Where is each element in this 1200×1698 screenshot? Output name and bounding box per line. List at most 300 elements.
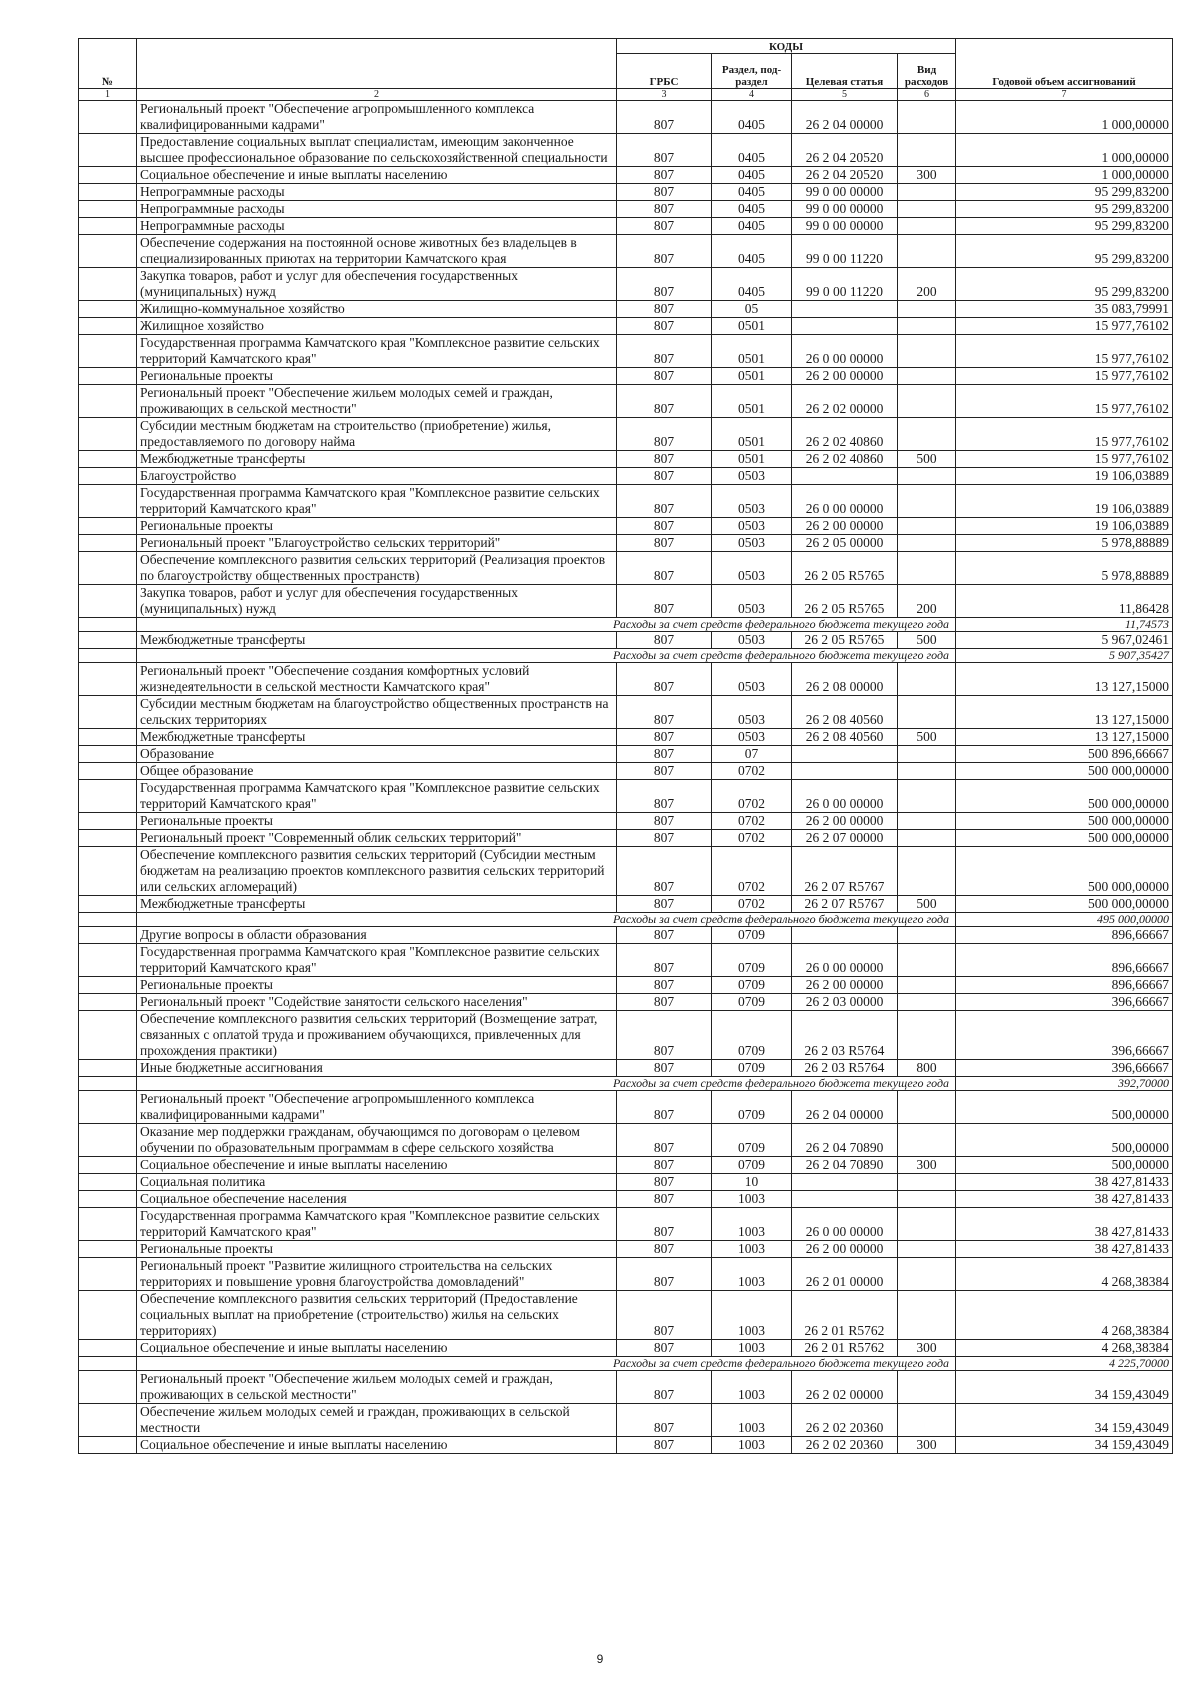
table-row — [79, 184, 1173, 201]
row-section: 0503 — [712, 518, 792, 535]
row-grbs: 807 — [617, 368, 712, 385]
row-name: Обеспечение комплексного развития сельских территорий (Предоставление социальных выплат на приобретение (строительство) жилья на сельских территориях) — [137, 1291, 617, 1340]
row-type — [898, 301, 956, 318]
row-number-cell — [79, 134, 137, 167]
row-target: 26 0 00 00000 — [792, 485, 898, 518]
row-name: Закупка товаров, работ и услуг для обеспечения государственных (муниципальных) нужд — [137, 268, 617, 301]
row-number-cell — [79, 167, 137, 184]
table-row — [79, 763, 1173, 780]
row-name: Закупка товаров, работ и услуг для обеспечения государственных (муниципальных) нужд — [137, 585, 617, 618]
row-section: 0702 — [712, 763, 792, 780]
row-target: 26 2 04 20520 — [792, 167, 898, 184]
table-row — [79, 977, 1173, 994]
row-amount: 5 907,35427 — [956, 649, 1173, 663]
table-row — [79, 368, 1173, 385]
table-row — [79, 1011, 1173, 1060]
row-grbs: 807 — [617, 301, 712, 318]
row-section: 1003 — [712, 1437, 792, 1454]
row-target: 26 2 02 40860 — [792, 418, 898, 451]
row-type — [898, 485, 956, 518]
table-row — [79, 418, 1173, 451]
col-number: 5 — [792, 89, 898, 101]
row-number-cell — [79, 585, 137, 618]
row-amount: 95 299,83200 — [956, 201, 1173, 218]
row-type — [898, 994, 956, 1011]
row-number-cell — [79, 1371, 137, 1404]
row-target: 99 0 00 11220 — [792, 268, 898, 301]
row-section: 0501 — [712, 318, 792, 335]
row-type — [898, 552, 956, 585]
row-number-cell — [79, 1357, 137, 1371]
row-section: 0503 — [712, 696, 792, 729]
header-amount: Годовой объем ассигнований — [956, 39, 1173, 89]
row-target — [792, 927, 898, 944]
row-name: Государственная программа Камчатского края "Комплексное развитие сельских территорий Камчатского края" — [137, 780, 617, 813]
row-name: Непрограммные расходы — [137, 184, 617, 201]
row-target: 26 2 00 00000 — [792, 1241, 898, 1258]
row-amount: 1 000,00000 — [956, 101, 1173, 134]
table-row — [79, 1208, 1173, 1241]
row-amount: 34 159,43049 — [956, 1404, 1173, 1437]
row-target: 26 2 01 R5762 — [792, 1340, 898, 1357]
row-name: Региональный проект "Обеспечение агропромышленного комплекса квалифицированными кадрами" — [137, 101, 617, 134]
row-amount: 4 225,70000 — [956, 1357, 1173, 1371]
table-row — [79, 301, 1173, 318]
row-type — [898, 830, 956, 847]
table-row — [79, 847, 1173, 896]
federal-note: Расходы за счет средств федерального бюджета текущего года — [137, 649, 956, 663]
row-amount: 896,66667 — [956, 927, 1173, 944]
row-section: 07 — [712, 746, 792, 763]
row-grbs: 807 — [617, 418, 712, 451]
row-number-cell — [79, 847, 137, 896]
table-row — [79, 944, 1173, 977]
row-name: Межбюджетные трансферты — [137, 729, 617, 746]
table-row — [79, 1241, 1173, 1258]
row-grbs: 807 — [617, 552, 712, 585]
row-grbs: 807 — [617, 1124, 712, 1157]
row-number-cell — [79, 729, 137, 746]
row-target: 26 2 02 20360 — [792, 1404, 898, 1437]
row-amount: 495 000,00000 — [956, 913, 1173, 927]
row-number-cell — [79, 696, 137, 729]
row-number-cell — [79, 552, 137, 585]
row-number-cell — [79, 101, 137, 134]
federal-budget-row — [79, 1077, 1173, 1091]
row-section: 0503 — [712, 663, 792, 696]
row-number-cell — [79, 518, 137, 535]
row-name: Образование — [137, 746, 617, 763]
row-name: Другие вопросы в области образования — [137, 927, 617, 944]
col-number: 2 — [137, 89, 617, 101]
row-amount: 500 000,00000 — [956, 847, 1173, 896]
col-number: 3 — [617, 89, 712, 101]
table-row — [79, 1371, 1173, 1404]
row-amount: 19 106,03889 — [956, 518, 1173, 535]
row-section: 1003 — [712, 1241, 792, 1258]
row-name: Общее образование — [137, 763, 617, 780]
row-type — [898, 780, 956, 813]
row-name: Социальное обеспечение и иные выплаты населению — [137, 167, 617, 184]
row-section: 1003 — [712, 1404, 792, 1437]
table-row — [79, 1340, 1173, 1357]
row-target: 26 2 02 00000 — [792, 385, 898, 418]
row-section: 0709 — [712, 1011, 792, 1060]
row-target: 26 2 04 00000 — [792, 101, 898, 134]
budget-page — [78, 38, 1172, 1454]
row-grbs: 807 — [617, 927, 712, 944]
row-type — [898, 1371, 956, 1404]
header-num: № — [79, 39, 137, 89]
table-row — [79, 1157, 1173, 1174]
budget-rows — [79, 101, 1173, 1454]
table-row — [79, 451, 1173, 468]
row-type — [898, 134, 956, 167]
table-row — [79, 746, 1173, 763]
row-target: 26 2 04 20520 — [792, 134, 898, 167]
row-grbs: 807 — [617, 268, 712, 301]
row-grbs: 807 — [617, 663, 712, 696]
row-amount: 15 977,76102 — [956, 385, 1173, 418]
table-row — [79, 813, 1173, 830]
row-number-cell — [79, 1124, 137, 1157]
row-grbs: 807 — [617, 847, 712, 896]
row-name: Непрограммные расходы — [137, 218, 617, 235]
row-name: Региональный проект "Благоустройство сельских территорий" — [137, 535, 617, 552]
row-type: 300 — [898, 1437, 956, 1454]
table-row — [79, 1437, 1173, 1454]
row-section: 0709 — [712, 944, 792, 977]
row-number-cell — [79, 268, 137, 301]
row-section: 0405 — [712, 167, 792, 184]
table-row — [79, 696, 1173, 729]
row-target: 99 0 00 00000 — [792, 218, 898, 235]
row-amount: 392,70000 — [956, 1077, 1173, 1091]
row-name: Региональные проекты — [137, 368, 617, 385]
row-grbs: 807 — [617, 585, 712, 618]
row-name: Межбюджетные трансферты — [137, 632, 617, 649]
row-target: 26 2 04 70890 — [792, 1124, 898, 1157]
row-section: 0501 — [712, 451, 792, 468]
row-amount: 95 299,83200 — [956, 184, 1173, 201]
row-name: Обеспечение содержания на постоянной основе животных без владельцев в специализированных приютах на территории Камчатского края — [137, 235, 617, 268]
row-grbs: 807 — [617, 167, 712, 184]
row-type: 500 — [898, 451, 956, 468]
row-type — [898, 944, 956, 977]
row-section: 0709 — [712, 977, 792, 994]
row-section: 0709 — [712, 1091, 792, 1124]
row-type: 200 — [898, 268, 956, 301]
row-section: 0503 — [712, 485, 792, 518]
table-row — [79, 1060, 1173, 1077]
row-target — [792, 763, 898, 780]
row-name: Социальное обеспечение и иные выплаты населению — [137, 1157, 617, 1174]
row-name: Субсидии местным бюджетам на благоустройство общественных пространств на сельских территориях — [137, 696, 617, 729]
row-type — [898, 235, 956, 268]
row-type — [898, 201, 956, 218]
row-name: Социальное обеспечение и иные выплаты населению — [137, 1340, 617, 1357]
row-grbs: 807 — [617, 451, 712, 468]
row-amount: 38 427,81433 — [956, 1241, 1173, 1258]
row-amount: 4 268,38384 — [956, 1340, 1173, 1357]
row-target: 26 2 01 R5762 — [792, 1291, 898, 1340]
row-amount: 500 000,00000 — [956, 830, 1173, 847]
row-amount: 11,86428 — [956, 585, 1173, 618]
row-grbs: 807 — [617, 318, 712, 335]
row-type — [898, 184, 956, 201]
row-name: Государственная программа Камчатского края "Комплексное развитие сельских территорий Камчатского края" — [137, 944, 617, 977]
row-section: 0503 — [712, 729, 792, 746]
row-type — [898, 1124, 956, 1157]
row-type — [898, 418, 956, 451]
row-name: Обеспечение комплексного развития сельских территорий (Реализация проектов по благоустройству общественных пространств) — [137, 552, 617, 585]
row-amount: 5 978,88889 — [956, 552, 1173, 585]
row-section: 0405 — [712, 268, 792, 301]
table-row — [79, 1404, 1173, 1437]
row-amount: 500 000,00000 — [956, 763, 1173, 780]
row-number-cell — [79, 632, 137, 649]
row-target: 26 2 04 70890 — [792, 1157, 898, 1174]
table-row — [79, 201, 1173, 218]
federal-budget-row — [79, 913, 1173, 927]
row-grbs: 807 — [617, 994, 712, 1011]
row-name: Оказание мер поддержки гражданам, обучающимся по договорам о целевом обучении по образовательным программам в сфере сельского хозяйства — [137, 1124, 617, 1157]
row-number-cell — [79, 451, 137, 468]
table-row — [79, 468, 1173, 485]
row-section: 0702 — [712, 847, 792, 896]
row-number-cell — [79, 201, 137, 218]
row-type — [898, 1258, 956, 1291]
table-row — [79, 385, 1173, 418]
row-name: Государственная программа Камчатского края "Комплексное развитие сельских территорий Камчатского края" — [137, 485, 617, 518]
row-type — [898, 927, 956, 944]
row-name: Жилищное хозяйство — [137, 318, 617, 335]
row-section: 0709 — [712, 927, 792, 944]
row-type — [898, 368, 956, 385]
row-amount: 500,00000 — [956, 1091, 1173, 1124]
row-number-cell — [79, 418, 137, 451]
row-grbs: 807 — [617, 1404, 712, 1437]
row-amount: 500 896,66667 — [956, 746, 1173, 763]
row-number-cell — [79, 1077, 137, 1091]
table-row — [79, 535, 1173, 552]
row-grbs: 807 — [617, 1291, 712, 1340]
row-grbs: 807 — [617, 535, 712, 552]
row-amount: 500 000,00000 — [956, 780, 1173, 813]
row-section: 0501 — [712, 385, 792, 418]
row-grbs: 807 — [617, 1208, 712, 1241]
row-number-cell — [79, 1060, 137, 1077]
row-name: Обеспечение жильем молодых семей и граждан, проживающих в сельской местности — [137, 1404, 617, 1437]
federal-budget-row — [79, 1357, 1173, 1371]
row-grbs: 807 — [617, 1371, 712, 1404]
federal-note: Расходы за счет средств федерального бюджета текущего года — [137, 1357, 956, 1371]
row-name: Региональный проект "Обеспечение создания комфортных условий жизнедеятельности в сельской местности Камчатского края" — [137, 663, 617, 696]
row-type — [898, 663, 956, 696]
row-section: 0503 — [712, 552, 792, 585]
row-grbs: 807 — [617, 1091, 712, 1124]
table-row — [79, 1258, 1173, 1291]
row-type: 300 — [898, 1340, 956, 1357]
row-type — [898, 746, 956, 763]
row-name: Региональные проекты — [137, 977, 617, 994]
table-row — [79, 994, 1173, 1011]
row-name: Региональный проект "Содействие занятости сельского населения" — [137, 994, 617, 1011]
row-type — [898, 518, 956, 535]
header-name — [137, 39, 617, 89]
row-amount: 19 106,03889 — [956, 468, 1173, 485]
row-number-cell — [79, 184, 137, 201]
table-row — [79, 485, 1173, 518]
row-target: 26 0 00 00000 — [792, 944, 898, 977]
row-section: 1003 — [712, 1340, 792, 1357]
header-grbs: ГРБС — [617, 54, 712, 89]
row-grbs: 807 — [617, 746, 712, 763]
header-type: Вид расходов — [898, 54, 956, 89]
row-section: 1003 — [712, 1291, 792, 1340]
row-type — [898, 385, 956, 418]
row-amount: 500,00000 — [956, 1157, 1173, 1174]
header-codes: КОДЫ — [617, 39, 956, 54]
row-name: Региональные проекты — [137, 813, 617, 830]
row-target: 26 2 07 R5767 — [792, 847, 898, 896]
budget-table — [78, 38, 1173, 1454]
federal-note: Расходы за счет средств федерального бюджета текущего года — [137, 618, 956, 632]
row-number-cell — [79, 218, 137, 235]
row-amount: 15 977,76102 — [956, 418, 1173, 451]
row-amount: 5 978,88889 — [956, 535, 1173, 552]
row-type — [898, 813, 956, 830]
row-number-cell — [79, 927, 137, 944]
row-name: Региональные проекты — [137, 1241, 617, 1258]
row-grbs: 807 — [617, 729, 712, 746]
row-number-cell — [79, 830, 137, 847]
row-type — [898, 468, 956, 485]
row-section: 0503 — [712, 632, 792, 649]
row-section: 0503 — [712, 535, 792, 552]
row-number-cell — [79, 1241, 137, 1258]
row-target: 26 0 00 00000 — [792, 780, 898, 813]
row-target: 26 2 00 00000 — [792, 977, 898, 994]
row-number-cell — [79, 1404, 137, 1437]
row-name: Социальная политика — [137, 1174, 617, 1191]
row-number-cell — [79, 649, 137, 663]
row-grbs: 807 — [617, 1191, 712, 1208]
row-grbs: 807 — [617, 1174, 712, 1191]
row-grbs: 807 — [617, 335, 712, 368]
row-type — [898, 1241, 956, 1258]
row-grbs: 807 — [617, 485, 712, 518]
row-name: Региональный проект "Обеспечение жильем молодых семей и граждан, проживающих в сельской местности" — [137, 1371, 617, 1404]
row-section: 0405 — [712, 218, 792, 235]
table-row — [79, 167, 1173, 184]
row-amount: 15 977,76102 — [956, 368, 1173, 385]
table-row — [79, 632, 1173, 649]
row-amount: 95 299,83200 — [956, 235, 1173, 268]
row-grbs: 807 — [617, 518, 712, 535]
row-number-cell — [79, 235, 137, 268]
row-grbs: 807 — [617, 1437, 712, 1454]
row-type — [898, 1191, 956, 1208]
row-number-cell — [79, 977, 137, 994]
row-target — [792, 746, 898, 763]
row-section: 1003 — [712, 1208, 792, 1241]
row-amount: 4 268,38384 — [956, 1291, 1173, 1340]
row-grbs: 807 — [617, 1011, 712, 1060]
row-section: 0405 — [712, 184, 792, 201]
table-row — [79, 518, 1173, 535]
row-name: Региональный проект "Развитие жилищного строительства на сельских территориях и повышение уровня благоустройства домовладений" — [137, 1258, 617, 1291]
table-row — [79, 101, 1173, 134]
row-type — [898, 318, 956, 335]
row-section: 0501 — [712, 368, 792, 385]
row-target: 26 2 03 R5764 — [792, 1011, 898, 1060]
table-row — [79, 1124, 1173, 1157]
row-number-cell — [79, 618, 137, 632]
row-target — [792, 1191, 898, 1208]
row-grbs: 807 — [617, 218, 712, 235]
row-section: 0709 — [712, 994, 792, 1011]
row-type — [898, 335, 956, 368]
row-type — [898, 1091, 956, 1124]
row-target — [792, 1174, 898, 1191]
row-type — [898, 101, 956, 134]
row-grbs: 807 — [617, 830, 712, 847]
row-type — [898, 696, 956, 729]
federal-note: Расходы за счет средств федерального бюджета текущего года — [137, 913, 956, 927]
row-name: Благоустройство — [137, 468, 617, 485]
table-row — [79, 1291, 1173, 1340]
row-amount: 1 000,00000 — [956, 134, 1173, 167]
row-grbs: 807 — [617, 780, 712, 813]
row-target: 99 0 00 11220 — [792, 235, 898, 268]
row-target: 26 2 08 40560 — [792, 696, 898, 729]
row-amount: 5 967,02461 — [956, 632, 1173, 649]
row-target — [792, 301, 898, 318]
row-name: Государственная программа Камчатского края "Комплексное развитие сельских территорий Камчатского края" — [137, 335, 617, 368]
row-section: 1003 — [712, 1371, 792, 1404]
row-number-cell — [79, 301, 137, 318]
row-type: 500 — [898, 896, 956, 913]
row-number-cell — [79, 1291, 137, 1340]
federal-budget-row — [79, 649, 1173, 663]
row-target — [792, 468, 898, 485]
row-name: Межбюджетные трансферты — [137, 451, 617, 468]
row-grbs: 807 — [617, 184, 712, 201]
row-grbs: 807 — [617, 385, 712, 418]
row-amount: 396,66667 — [956, 994, 1173, 1011]
row-target — [792, 318, 898, 335]
row-type — [898, 1208, 956, 1241]
row-name: Межбюджетные трансферты — [137, 896, 617, 913]
row-section: 0709 — [712, 1060, 792, 1077]
table-row — [79, 1191, 1173, 1208]
row-target: 26 0 00 00000 — [792, 1208, 898, 1241]
row-section: 0702 — [712, 896, 792, 913]
row-type — [898, 1174, 956, 1191]
row-target: 99 0 00 00000 — [792, 184, 898, 201]
row-section: 0503 — [712, 585, 792, 618]
table-row — [79, 1091, 1173, 1124]
row-number-cell — [79, 813, 137, 830]
row-section: 0405 — [712, 101, 792, 134]
row-section: 0709 — [712, 1157, 792, 1174]
row-type — [898, 218, 956, 235]
row-grbs: 807 — [617, 101, 712, 134]
table-row — [79, 335, 1173, 368]
row-type — [898, 1404, 956, 1437]
table-row — [79, 927, 1173, 944]
